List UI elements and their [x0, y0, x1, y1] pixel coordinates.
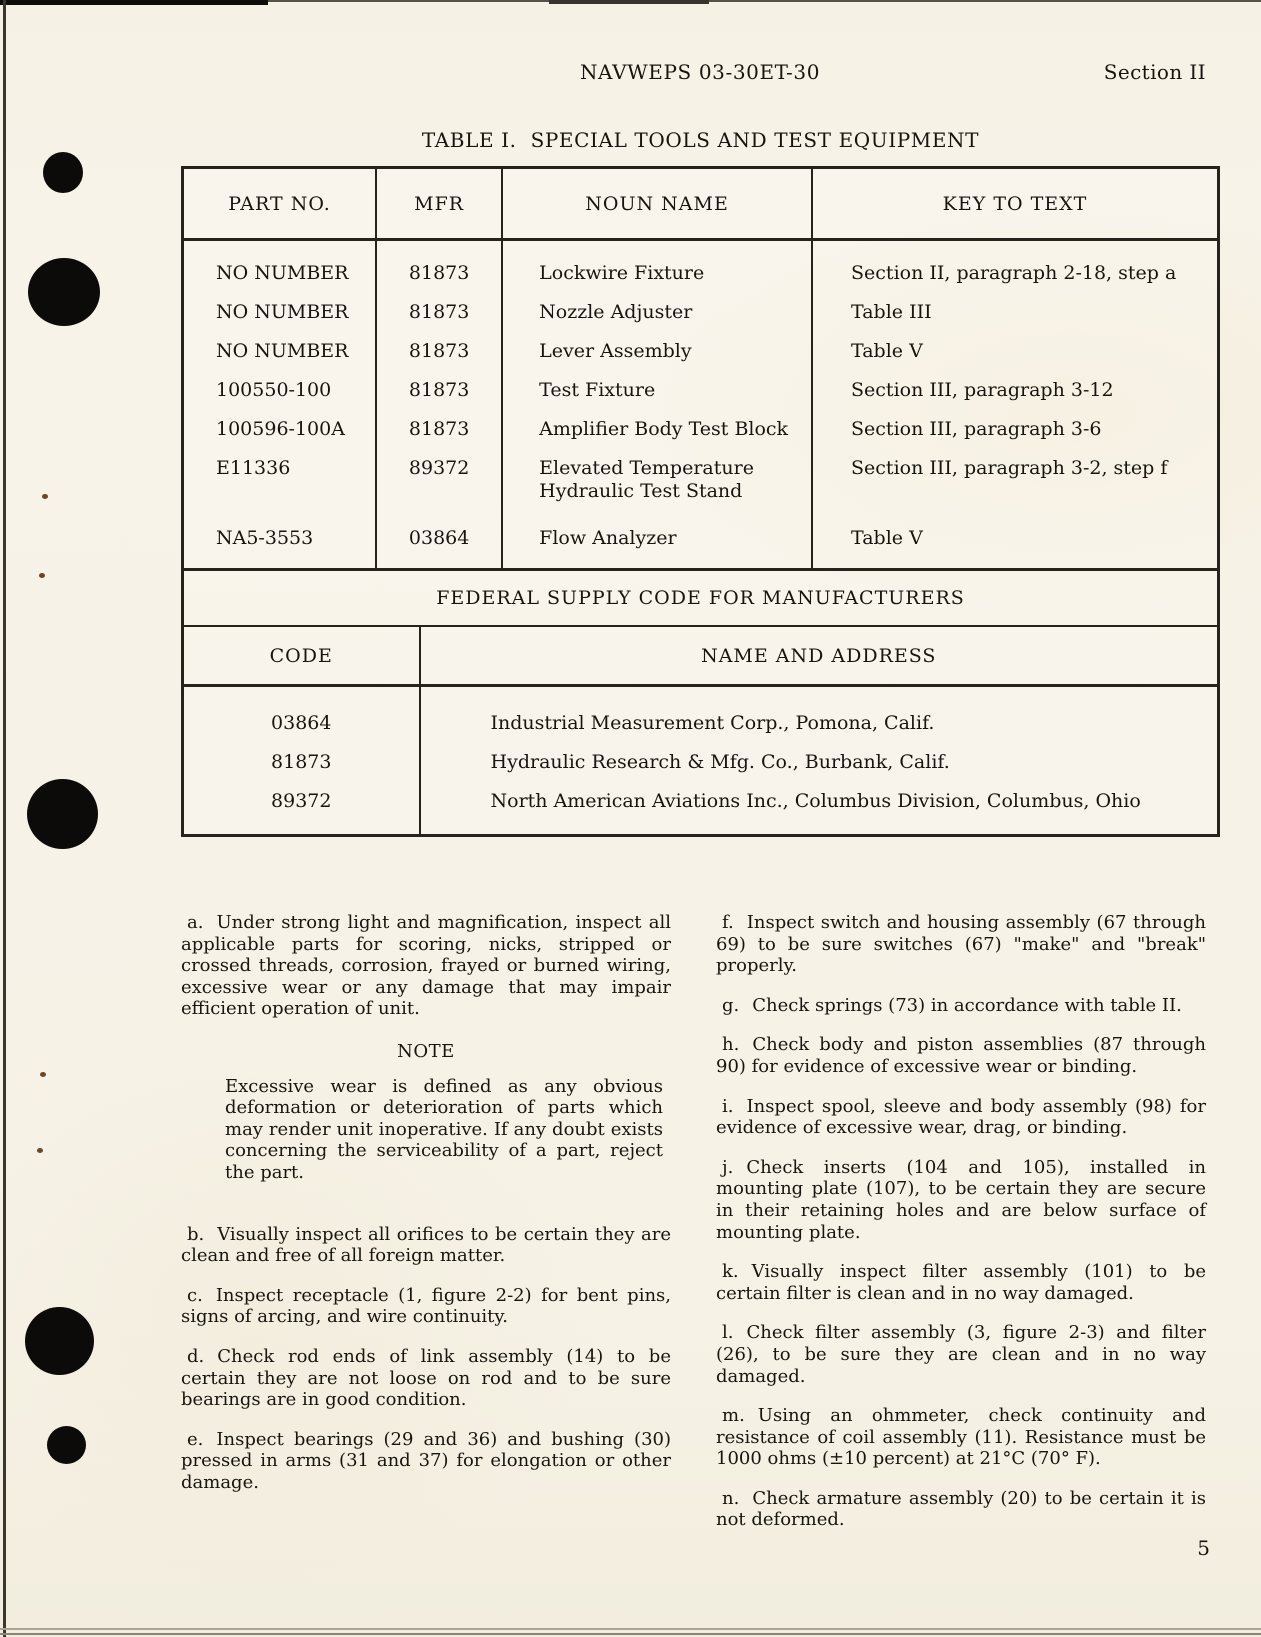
cell-part-no: NA5-3553: [216, 527, 314, 549]
paper-speck: [42, 494, 48, 499]
paper-speck: [37, 1148, 43, 1153]
para-text: Under strong light and magnification, inspect all applicable parts for scoring, nicks, stripped or crossed threads, corrosion, frayed or burned wiring, excessive wear or any damage that may impair efficient operation of unit.: [181, 912, 671, 1020]
scan-bottom-edge: [0, 1628, 1261, 1630]
scan-left-edge: [3, 0, 6, 1637]
table-row: [184, 686, 1217, 744]
cell-key-to-text: Section II, paragraph 2-18, step a: [812, 240, 1217, 294]
scan-bottom-edge: [0, 1633, 1261, 1635]
cell-name-address: Industrial Measurement Corp., Pomona, Calif.: [420, 686, 1217, 744]
text-column-right: [716, 912, 1206, 1549]
cell-code: 89372: [271, 790, 332, 812]
col-header-key-to-text: KEY TO TEXT: [812, 169, 1217, 240]
col-header-code: CODE: [184, 627, 420, 686]
para-label: c.: [187, 1284, 203, 1306]
para-h: [716, 1034, 1206, 1077]
cell-key-to-text: Section III, paragraph 3-2, step f: [812, 449, 1217, 519]
para-label: i.: [722, 1095, 734, 1117]
para-label: h.: [722, 1034, 740, 1056]
para-b: [181, 1224, 671, 1267]
para-f: [716, 912, 1206, 977]
page-number: 5: [1197, 1536, 1210, 1560]
cell-mfr: 81873: [376, 371, 502, 410]
para-e: [181, 1429, 671, 1494]
cell-mfr: 81873: [376, 240, 502, 294]
cell-name-address: North American Aviations Inc., Columbus Division, Columbus, Ohio: [420, 782, 1217, 834]
para-text: Check filter assembly (3, figure 2-3) and filter (26), to be sure they are clean and in no way damaged.: [716, 1322, 1206, 1387]
text-column-left: [181, 912, 671, 1511]
binder-hole: [27, 779, 98, 849]
para-l: [716, 1322, 1206, 1387]
para-g: [716, 995, 1206, 1017]
paper-speck: [39, 573, 45, 578]
para-m: [716, 1405, 1206, 1470]
cell-noun-name: Elevated Temperature Hydraulic Test Stand: [502, 449, 812, 519]
tools-header-row: [184, 169, 1217, 240]
table-title-text: SPECIAL TOOLS AND TEST EQUIPMENT: [530, 128, 980, 152]
para-label: a.: [187, 912, 204, 933]
table-row: [184, 371, 1217, 410]
doc-number: NAVWEPS 03-30ET-30: [579, 60, 821, 84]
para-text: Inspect spool, sleeve and body assembly (98) for evidence of excessive wear, drag, or binding.: [716, 1095, 1206, 1139]
table-row: [184, 519, 1217, 568]
para-text: Inspect switch and housing assembly (67 through 69) to be sure switches (67) "make" and "break" properly.: [716, 912, 1206, 977]
para-text: Check body and piston assemblies (87 through 90) for evidence of excessive wear or binding.: [716, 1034, 1206, 1077]
cell-key-to-text: Section III, paragraph 3-6: [812, 410, 1217, 449]
col-header-part-no: PART NO.: [184, 169, 376, 240]
para-d: [181, 1346, 671, 1411]
table-row: [184, 332, 1217, 371]
table-row: [184, 410, 1217, 449]
para-text: Check inserts (104 and 105), installed in mounting plate (107), to be certain they are secure in their retaining holes and are below surface of mounting plate.: [716, 1156, 1206, 1243]
cell-key-to-text: Table V: [812, 332, 1217, 371]
para-text: Check armature assembly (20) to be certain it is not deformed.: [716, 1487, 1206, 1531]
cell-noun-name: Lever Assembly: [502, 332, 812, 371]
cell-noun-name: Amplifier Body Test Block: [502, 410, 812, 449]
section-label: Section II: [1103, 60, 1206, 84]
cell-noun-name: Test Fixture: [502, 371, 812, 410]
table-row: [184, 293, 1217, 332]
para-label: k.: [722, 1261, 739, 1283]
para-label: j.: [722, 1156, 734, 1178]
cell-mfr: 81873: [376, 410, 502, 449]
para-text: Inspect bearings (29 and 36) and bushing (30) pressed in arms (31 and 37) for elongation or other damage.: [181, 1428, 671, 1493]
para-a: [181, 912, 671, 1020]
binder-hole: [47, 1426, 86, 1464]
supply-band-title: FEDERAL SUPPLY CODE FOR MANUFACTURERS: [184, 568, 1217, 627]
para-text: Check rod ends of link assembly (14) to be certain they are not loose on rod and to be sure bearings are in good condition.: [181, 1345, 671, 1411]
cell-noun-name: Flow Analyzer: [502, 519, 812, 568]
cell-mfr: 89372: [376, 449, 502, 519]
binder-hole: [28, 258, 100, 326]
table-row: [184, 782, 1217, 834]
cell-mfr: 81873: [376, 293, 502, 332]
para-text: Check springs (73) in accordance with table II.: [752, 994, 1182, 1016]
para-text: Visually inspect all orifices to be certain they are clean and free of all foreign matter.: [181, 1223, 671, 1267]
supply-code-table: [184, 627, 1217, 834]
para-c: [181, 1285, 671, 1328]
table-row: [184, 743, 1217, 782]
codes-header-row: [184, 627, 1217, 686]
table-block: [181, 166, 1220, 837]
note-body: Excessive wear is defined as any obvious deformation or deterioration of parts which may render unit inoperative. If any doubt exists concerning the serviceability of a part, reject the part.: [225, 1075, 663, 1183]
cell-part-no: 100596-100A: [216, 418, 345, 440]
para-n: [716, 1488, 1206, 1531]
cell-part-no: NO NUMBER: [216, 340, 349, 362]
binder-hole: [25, 1307, 94, 1375]
para-label: m.: [722, 1405, 745, 1427]
cell-name-address: Hydraulic Research & Mfg. Co., Burbank, Calif.: [420, 743, 1217, 782]
binder-hole: [43, 152, 83, 193]
cell-noun-name: Lockwire Fixture: [502, 240, 812, 294]
para-k: [716, 1261, 1206, 1304]
para-label: n.: [722, 1487, 740, 1509]
cell-part-no: NO NUMBER: [216, 262, 349, 284]
para-text: Inspect receptacle (1, figure 2-2) for bent pins, signs of arcing, and wire continuity.: [181, 1284, 671, 1328]
para-label: g.: [722, 994, 740, 1016]
paper-speck: [40, 1072, 46, 1077]
cell-key-to-text: Table V: [812, 519, 1217, 568]
para-text: Using an ohmmeter, check continuity and resistance of coil assembly (11). Resistance must be 1000 ohms (±10 percent) at 21°C (70° F).: [716, 1405, 1206, 1470]
cell-part-no: NO NUMBER: [216, 301, 349, 323]
cell-key-to-text: Table III: [812, 293, 1217, 332]
para-text: Visually inspect filter assembly (101) to be certain filter is clean and in no way damaged.: [716, 1261, 1206, 1304]
cell-code: 81873: [271, 751, 332, 773]
cell-key-to-text: Section III, paragraph 3-12: [812, 371, 1217, 410]
cell-part-no: 100550-100: [216, 379, 332, 401]
note-heading: NOTE: [397, 1040, 455, 1062]
table-title: [181, 128, 1220, 152]
para-label: l.: [722, 1322, 734, 1344]
para-label: b.: [187, 1223, 205, 1245]
scan-top-edge-mark: [549, 0, 709, 4]
para-label: f.: [722, 912, 734, 933]
cell-code: 03864: [271, 712, 332, 734]
table-row: [184, 240, 1217, 294]
table-title-label: TABLE I.: [421, 128, 517, 152]
table-row: [184, 449, 1217, 519]
cell-noun-name: Nozzle Adjuster: [502, 293, 812, 332]
para-label: d.: [187, 1345, 205, 1367]
cell-mfr: 03864: [376, 519, 502, 568]
cell-part-no: E11336: [216, 457, 291, 479]
scan-top-edge-bar: [0, 0, 268, 5]
col-header-name-address: NAME AND ADDRESS: [420, 627, 1217, 686]
special-tools-table: [184, 169, 1217, 568]
col-header-mfr: MFR: [376, 169, 502, 240]
para-i: [716, 1096, 1206, 1139]
cell-mfr: 81873: [376, 332, 502, 371]
para-label: e.: [187, 1428, 204, 1450]
para-j: [716, 1157, 1206, 1243]
col-header-noun-name: NOUN NAME: [502, 169, 812, 240]
